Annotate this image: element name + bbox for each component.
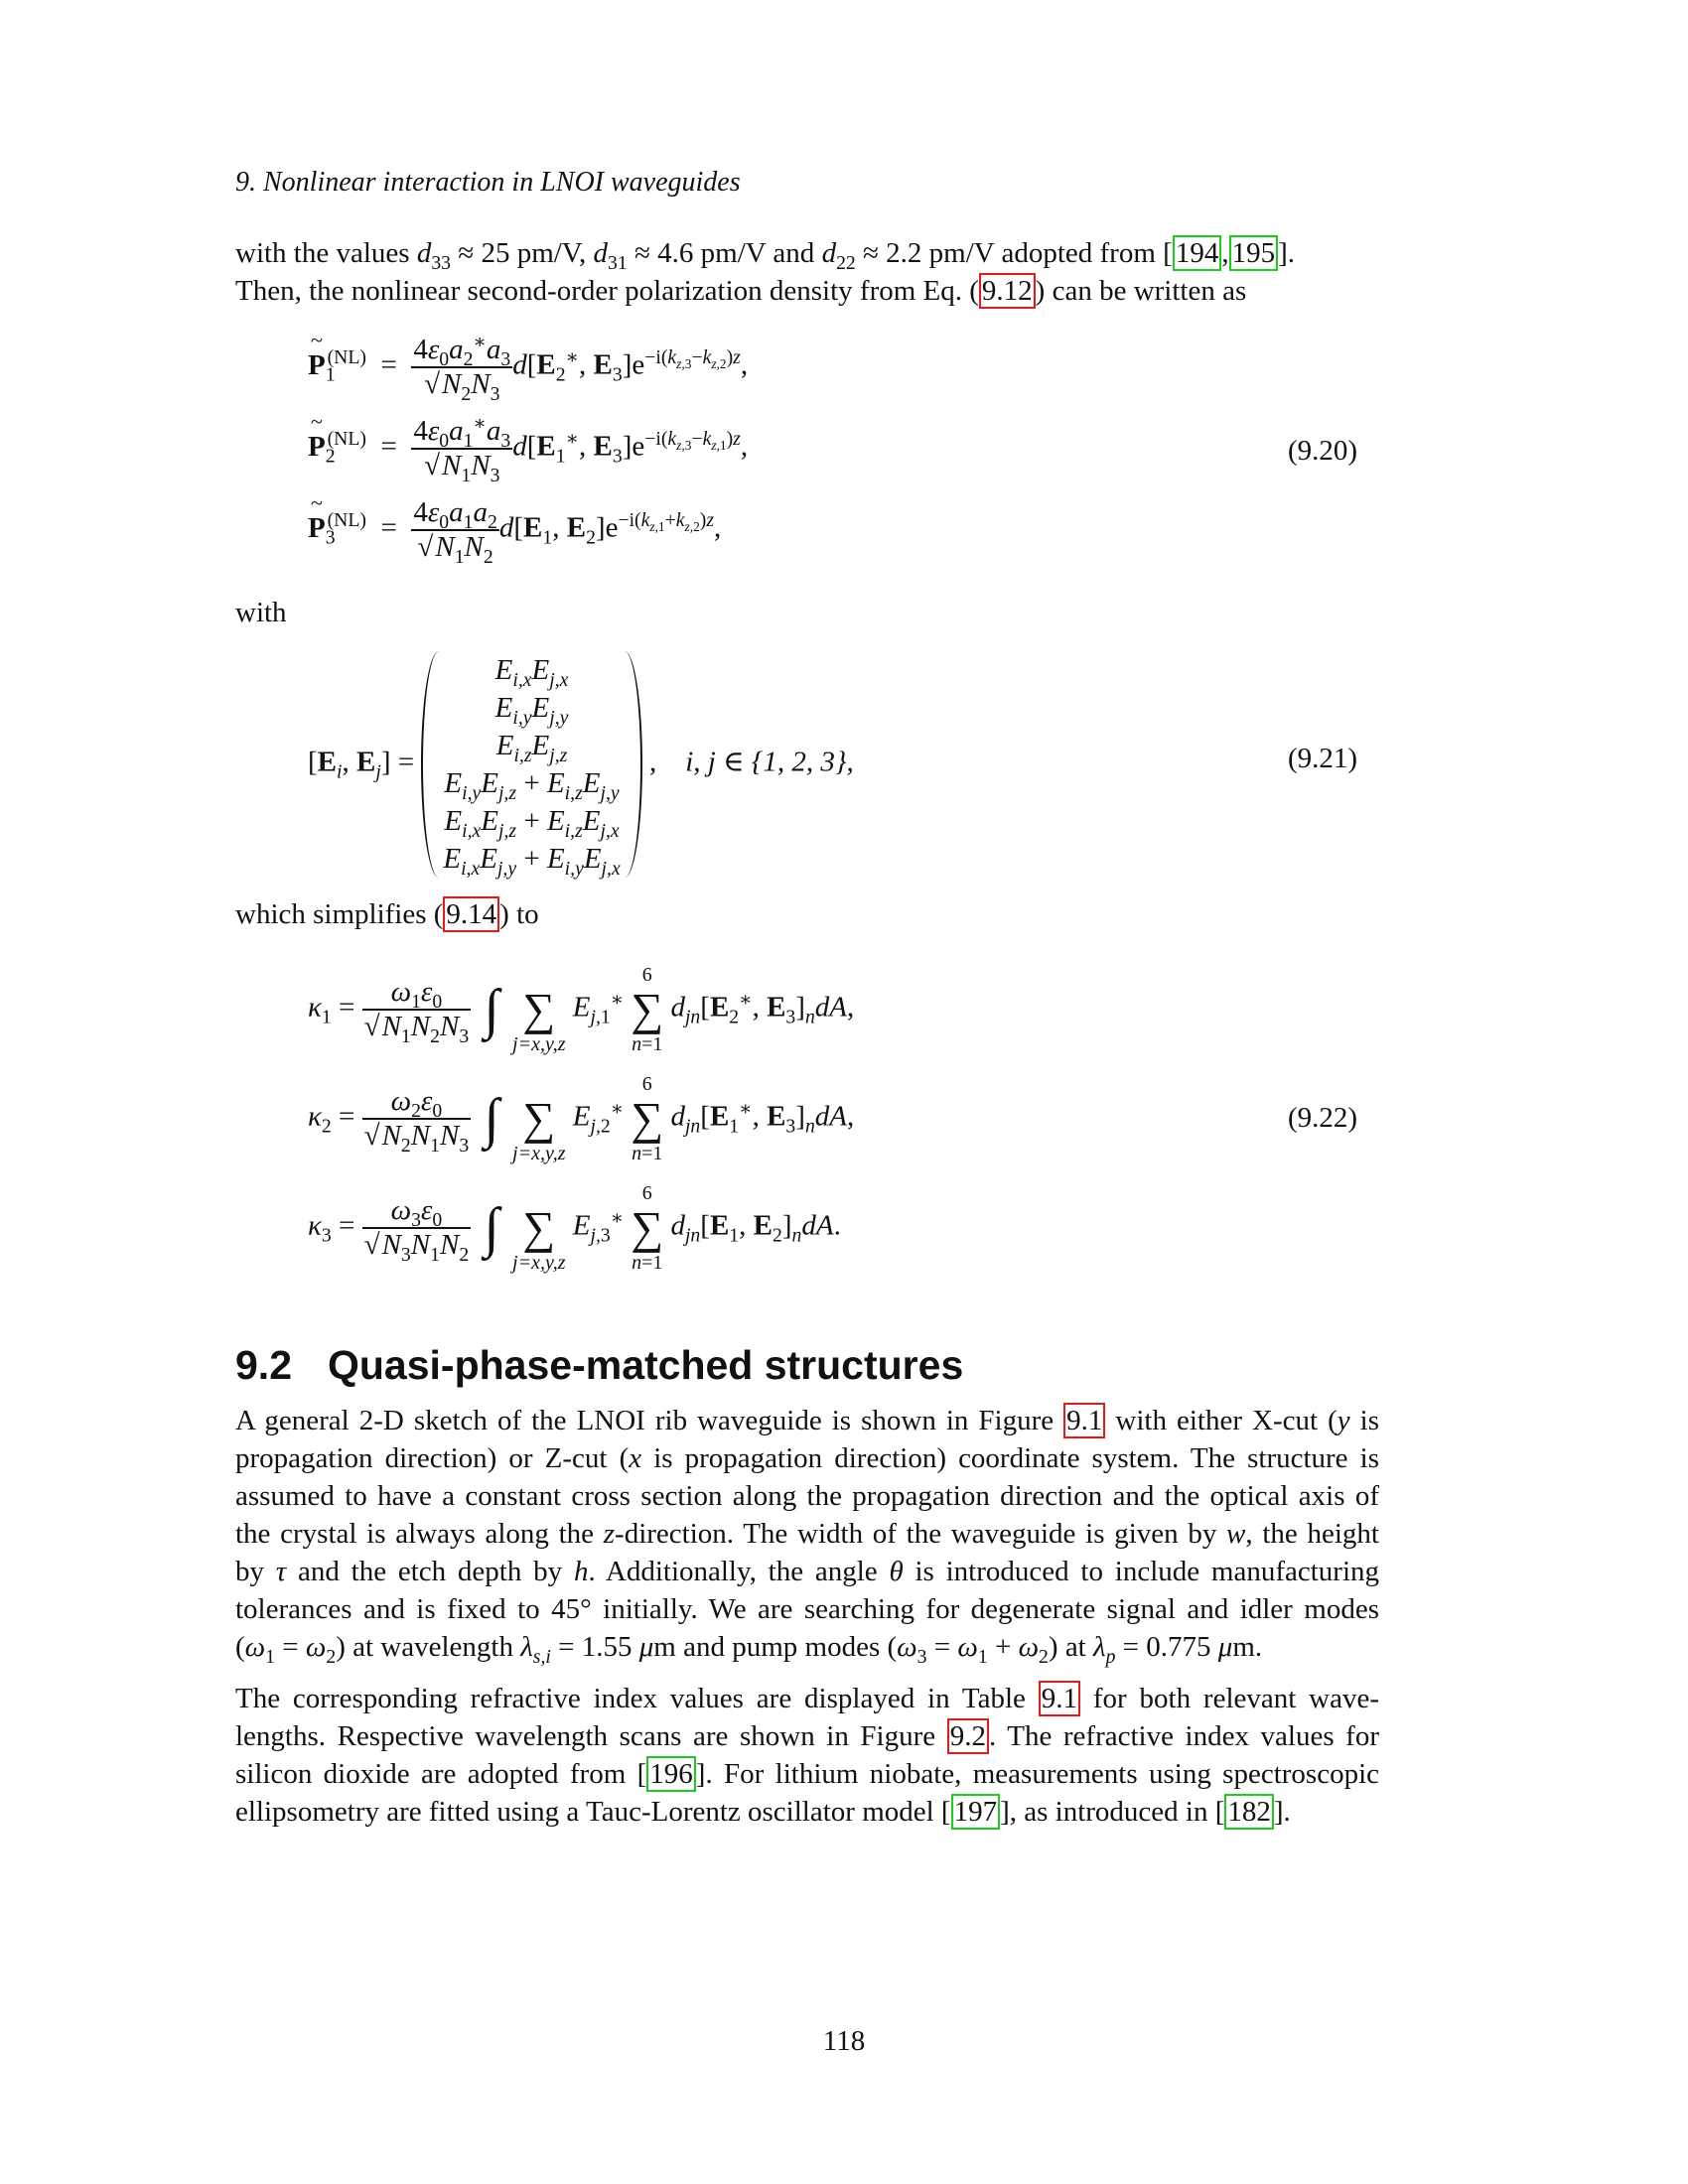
table-ref-9-1[interactable]: 9.1: [1039, 1681, 1080, 1716]
with-label: with: [235, 597, 287, 628]
equation-9-21-matrix: $E_{i,x}E_{j,x}$ $E_{i,y}E_{j,y}$ $E_{i,z}E_{j,z}$ $E_{i,y}E_{j,z} + E_{i,z}E_{j,y}$ $E_{i,x}E_{j,z} + E_{i,z}E_{j,x}$ $E_{i,x}E_{j,y} + E_{i,y}E_{j,x}$: [421, 651, 641, 878]
section-number: 9.2: [235, 1342, 292, 1388]
running-header: 9. Nonlinear interaction in LNOI waveguides: [235, 167, 741, 198]
section-title: Quasi-phase-matched structures: [328, 1342, 964, 1388]
intro-paragraph: [235, 234, 1379, 310]
figure-ref-9-2[interactable]: 9.2: [947, 1718, 989, 1754]
citation-196[interactable]: 196: [646, 1756, 696, 1792]
paragraph-2: The corresponding refractive index values are displayed in Table 9.1 for both relevant wave- lengths. Respective wavelength scans are shown in Figure 9.2 . The refractive index values for silicon dioxide are adopted from [ 196 ]. For lithium niobate, measurements using spectroscopic ellipsometry are fitted using a Tauc-Lorentz oscillator model [ 197 ], as introduced in [ 182 ].: [235, 1683, 1380, 1828]
page-number: 118: [822, 2025, 866, 2057]
eq-ref-9-12[interactable]: 9.12: [979, 273, 1036, 309]
section-heading: [235, 1342, 963, 1389]
equation-9-22-line-2: $\kappa_2$ = $\frac{\omega_2\varepsilon_0}{√N_2N_1N_3}$ ∫ ∑ j=x,y,z $E_{j,2}^∗$ 6 ∑ n=1 $d_{jn}[E_1^∗$, $E_3]_ndA$,: [308, 1073, 855, 1164]
equation-9-20-line-2: ~ $P_2^{(NL)}$ = $\frac{4\varepsilon_0a_1^∗a_3}{√N_1N_3}$ $d[E_1^∗$, $E_3]e^{-i(k_{z,3}-k_{z,1})z}$,: [308, 415, 748, 482]
equation-number-9-22: (9.22): [1288, 1102, 1358, 1134]
intro-line-2: Then, the nonlinear second-order polarization density from Eq. ( 9.12 ) can be written as: [235, 275, 1247, 307]
figure-ref-9-1[interactable]: 9.1: [1063, 1403, 1105, 1438]
equation-9-20-line-3: ~ $P_3^{(NL)}$ = $\frac{4\varepsilon_0a_1a_2}{√N_1N_2}$ $d[E_1$, $E_2]e^{-i(k_{z,1}+k_{z,2})z}$,: [308, 496, 721, 564]
equation-9-22-line-1: $\kappa_1$ = $\frac{\omega_1\varepsilon_0}{√N_1N_2N_3}$ ∫ ∑ j=x,y,z $E_{j,1}^∗$ 6 ∑ n=1 $d_{jn}[E_2^∗$, $E_3]_ndA$,: [308, 964, 855, 1055]
equation-number-9-20: (9.20): [1288, 435, 1358, 467]
equation-9-21: [$E_i$, $E_j$] = $E_{i,x}E_{j,x}$ $E_{i,y}E_{j,y}$ $E_{i,z}E_{j,z}$ $E_{i,y}E_{j,z} + E_{i,z}E_{j,y}$ $E_{i,x}E_{j,z} + E_{i,z}E_{j,x}$ $E_{i,x}E_{j,y} + E_{i,y}E_{j,x}$ , i, j ∈ {1, 2, 3},: [308, 651, 854, 878]
citation-195[interactable]: 195: [1229, 235, 1279, 271]
simplifies-line: which simplifies ( 9.14 ) to: [235, 898, 539, 930]
equation-9-20-line-1: ~ $P_1^{(NL)}$ = $\frac{4\varepsilon_0a_2^∗a_3}{√N_2N_3}$ $d[E_2^∗$, $E_3]e^{-i(k_{z,3}-k_{z,2})z}$,: [308, 334, 748, 401]
citation-197[interactable]: 197: [951, 1794, 1001, 1830]
equation-9-22-line-3: $\kappa_3$ = $\frac{\omega_3\varepsilon_0}{√N_3N_1N_2}$ ∫ ∑ j=x,y,z $E_{j,3}^∗$ 6 ∑ n=1 $d_{jn}[E_1$, $E_2]_ndA$.: [308, 1182, 841, 1274]
paragraph-1: A general 2-D sketch of the LNOI rib waveguide is shown in Figure 9.1 with either X-cut (y is propagation direction) or Z-cut (x is propagation direction) coordinate system. The structure is assumed to have a constant cross section along the propagation direction and the optical axis of the crystal is always along the z-direction. The width of the waveguide is given by w, the height by τ and the etch depth by h. Additionally, the angle θ is introduced to include manufacturing tolerances and is fixed to 45° initially. We are searching for degenerate signal and idler modes $(\omega_1 = \omega_2)$ at wavelength $\lambda_{s,i} = 1.55$ μm and pump modes $(\omega_3 = \omega_1 + \omega_2)$ at $\lambda_p = 0.775$ μm.: [235, 1405, 1380, 1668]
index-set: i, j ∈ {1, 2, 3},: [685, 746, 854, 778]
citation-194[interactable]: 194: [1173, 235, 1222, 271]
intro-line-1: with the values $d_{33} \approx 25$ pm/V, $d_{31} \approx 4.6$ pm/V and $d_{22} \approx 2.2$ pm/V adopted from [ 194 , 195 ].: [235, 237, 1295, 274]
eq-ref-9-14[interactable]: 9.14: [443, 896, 499, 932]
citation-182[interactable]: 182: [1224, 1794, 1274, 1830]
equation-number-9-21: (9.21): [1288, 743, 1358, 774]
